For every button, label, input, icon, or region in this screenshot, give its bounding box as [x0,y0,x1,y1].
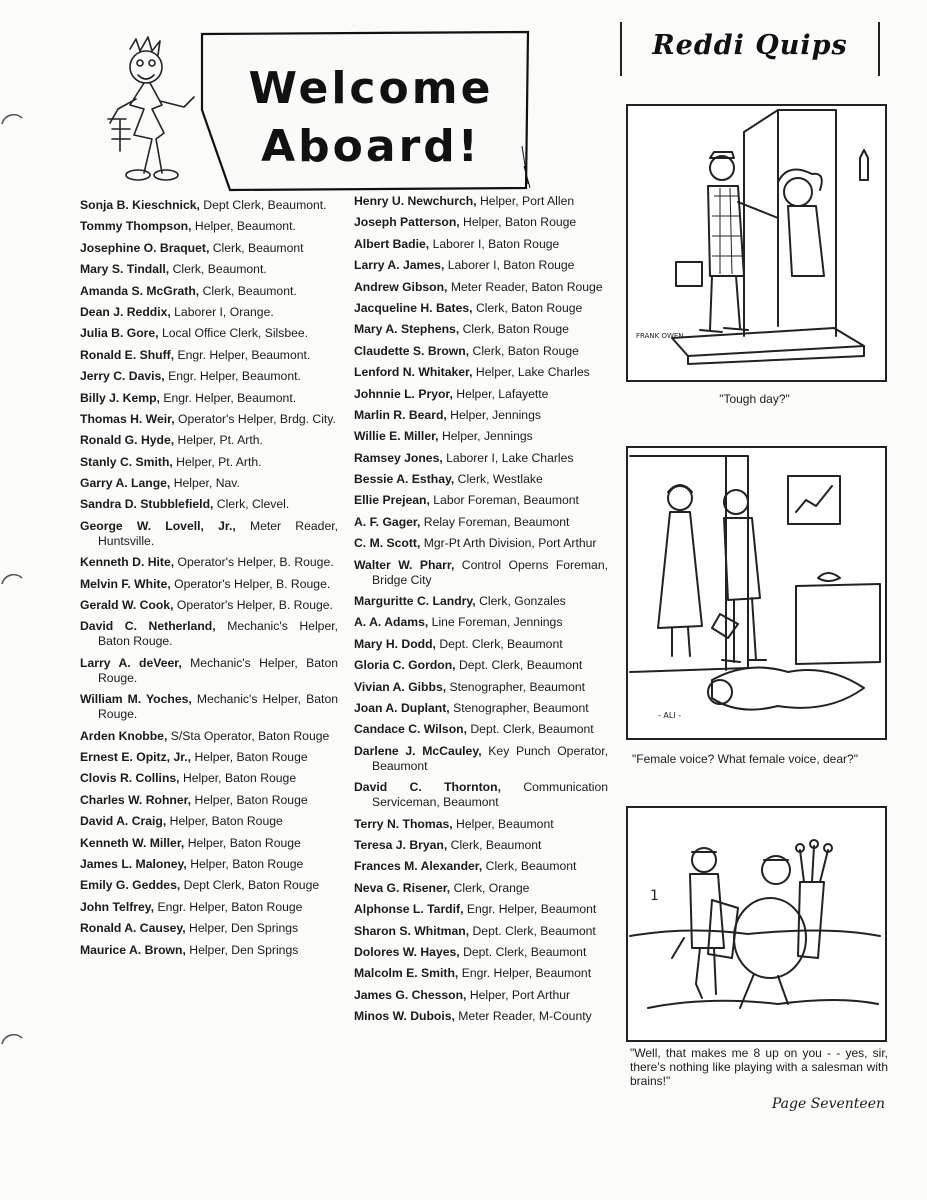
list-item: Claudette S. Brown, Clerk, Baton Rouge [354,343,579,358]
list-item: Ronald G. Hyde, Helper, Pt. Arth. [80,433,263,448]
welcome-list-column-2 [354,194,608,1030]
list-item: Thomas H. Weir, Operator's Helper, Brdg. City. [80,411,336,426]
cartoon3-caption: "Well, that makes me 8 up on you - - yes, sir, there's nothing like playing with a salesman with brains!" [630,1046,888,1088]
cartoon1-signature: FRANK OWEN [636,332,684,340]
list-item: Maurice A. Brown, Helper, Den Springs [80,942,299,957]
list-item: Stanly C. Smith, Helper, Pt. Arth. [80,454,262,469]
cartoon1-caption: "Tough day?" [719,392,790,406]
list-item: Charles W. Rohner, Helper, Baton Rouge [80,792,308,807]
list-item: Darlene J. McCauley, Key Punch Operator, Beaumont [354,743,609,773]
list-item: James G. Chesson, Helper, Port Arthur [354,987,571,1002]
list-item: William M. Yoches, Mechanic's Helper, Baton Rouge. [80,692,338,722]
list-item: Teresa J. Bryan, Clerk, Beaumont [354,837,542,852]
list-item: Kenneth W. Miller, Helper, Baton Rouge [80,835,301,850]
list-item: Jerry C. Davis, Engr. Helper, Beaumont. [80,369,301,384]
list-item: C. M. Scott, Mgr-Pt Arth Division, Port Arthur [354,536,597,551]
cartoon-female-voice [626,446,887,740]
list-item: Julia B. Gore, Local Office Clerk, Silsbee. [80,326,309,341]
list-item: Bessie A. Esthay, Clerk, Westlake [354,472,543,487]
list-item: Tommy Thompson, Helper, Beaumont. [80,219,296,234]
list-item: Ellie Prejean, Labor Foreman, Beaumont [354,493,579,508]
list-item: Andrew Gibson, Meter Reader, Baton Rouge [354,279,603,294]
list-item: Alphonse L. Tardif, Engr. Helper, Beaumont [354,902,597,917]
list-item: James L. Maloney, Helper, Baton Rouge [80,856,304,871]
list-item: Lenford N. Whitaker, Helper, Lake Charles [354,365,590,380]
list-item: Ronald E. Shuff, Engr. Helper, Beaumont. [80,347,311,362]
list-item: Terry N. Thomas, Helper, Beaumont [354,816,554,831]
welcome-heading-line1: Welcome [248,63,494,114]
list-item: A. F. Gager, Relay Foreman, Beaumont [354,514,570,529]
list-item: David C. Thornton, Communication Serviceman, Beaumont [354,780,608,810]
list-item: Clovis R. Collins, Helper, Baton Rouge [80,771,297,786]
welcome-list-column-1 [80,198,338,964]
list-item: Ronald A. Causey, Helper, Den Springs [80,921,299,936]
list-item: Gloria C. Gordon, Dept. Clerk, Beaumont [354,658,583,673]
list-item: Mary H. Dodd, Dept. Clerk, Beaumont [354,636,563,651]
list-item: Candace C. Wilson, Dept. Clerk, Beaumont [354,722,594,737]
list-item: Jacqueline H. Bates, Clerk, Baton Rouge [354,300,583,315]
cartoon2-caption: "Female voice? What female voice, dear?" [632,752,858,766]
list-item: Neva G. Risener, Clerk, Orange [354,880,530,895]
list-item: Sonja B. Kieschnick, Dept Clerk, Beaumont. [80,198,327,212]
list-item: Minos W. Dubois, Meter Reader, M-County [354,1009,592,1024]
list-item: Joan A. Duplant, Stenographer, Beaumont [354,700,589,715]
cartoon2-signature: - ALI - [658,711,682,720]
list-item: Frances M. Alexander, Clerk, Beaumont [354,859,577,874]
punch-hole-top [0,104,44,148]
list-item: David A. Craig, Helper, Baton Rouge [80,814,283,829]
list-item: Johnnie L. Pryor, Helper, Lafayette [354,386,549,401]
list-item: Mary A. Stephens, Clerk, Baton Rouge [354,322,569,337]
list-item: Marlin R. Beard, Helper, Jennings [354,407,541,422]
list-item: Willie E. Miller, Helper, Jennings [354,429,533,444]
cartoon3-flag-number: 1 [650,888,659,904]
list-item: George W. Lovell, Jr., Meter Reader, Huntsville. [80,518,338,548]
list-item: Gerald W. Cook, Operator's Helper, B. Rouge. [80,598,333,613]
list-item: Henry U. Newchurch, Helper, Port Allen [354,194,575,208]
list-item: Walter W. Pharr, Control Operns Foreman, Bridge City [354,557,608,587]
list-item: David C. Netherland, Mechanic's Helper, Baton Rouge. [80,619,338,649]
list-item: Larry A. James, Laborer I, Baton Rouge [354,258,575,273]
quips-title: Reddi Quips [652,30,848,61]
cartoon-golf-salesman [626,806,887,1042]
list-item: Garry A. Lange, Helper, Nav. [80,476,240,491]
list-item: Amanda S. McGrath, Clerk, Beaumont. [80,283,297,298]
list-item: Ernest E. Opitz, Jr., Helper, Baton Rouge [80,749,308,764]
list-item: Josephine O. Braquet, Clerk, Beaumont [80,240,304,255]
punch-hole-middle [0,564,44,608]
list-item: Billy J. Kemp, Engr. Helper, Beaumont. [80,390,297,405]
list-item: John Telfrey, Engr. Helper, Baton Rouge [80,899,303,914]
list-item: Emily G. Geddes, Dept Clerk, Baton Rouge [80,878,320,893]
list-item: Sharon S. Whitman, Dept. Clerk, Beaumont [354,923,596,938]
list-item: Sandra D. Stubblefield, Clerk, Clevel. [80,497,290,512]
list-item: Kenneth D. Hite, Operator's Helper, B. Rouge. [80,555,334,570]
list-item: Malcolm E. Smith, Engr. Helper, Beaumont [354,966,592,981]
list-item: Albert Badie, Laborer I, Baton Rouge [354,236,560,251]
list-item: Dean J. Reddix, Laborer I, Orange. [80,304,274,319]
page-number: Page Seventeen [771,1096,885,1112]
list-item: A. A. Adams, Line Foreman, Jennings [354,615,563,630]
welcome-heading-line2: Aboard! [261,121,481,172]
list-item: Joseph Patterson, Helper, Baton Rouge [354,215,577,230]
list-item: Melvin F. White, Operator's Helper, B. Rouge. [80,576,331,591]
list-item: Mary S. Tindall, Clerk, Beaumont. [80,262,267,277]
punch-hole-bottom [0,1024,44,1068]
welcome-heading [236,60,506,176]
list-item: Arden Knobbe, S/Sta Operator, Baton Rouge [80,728,330,743]
list-item: Larry A. deVeer, Mechanic's Helper, Baton Rouge. [80,655,338,685]
list-item: Dolores W. Hayes, Dept. Clerk, Beaumont [354,944,587,959]
cartoon-tough-day [626,104,887,382]
list-item: Vivian A. Gibbs, Stenographer, Beaumont [354,679,586,694]
list-item: Ramsey Jones, Laborer I, Lake Charles [354,450,574,465]
list-item: Marguritte C. Landry, Clerk, Gonzales [354,594,566,609]
